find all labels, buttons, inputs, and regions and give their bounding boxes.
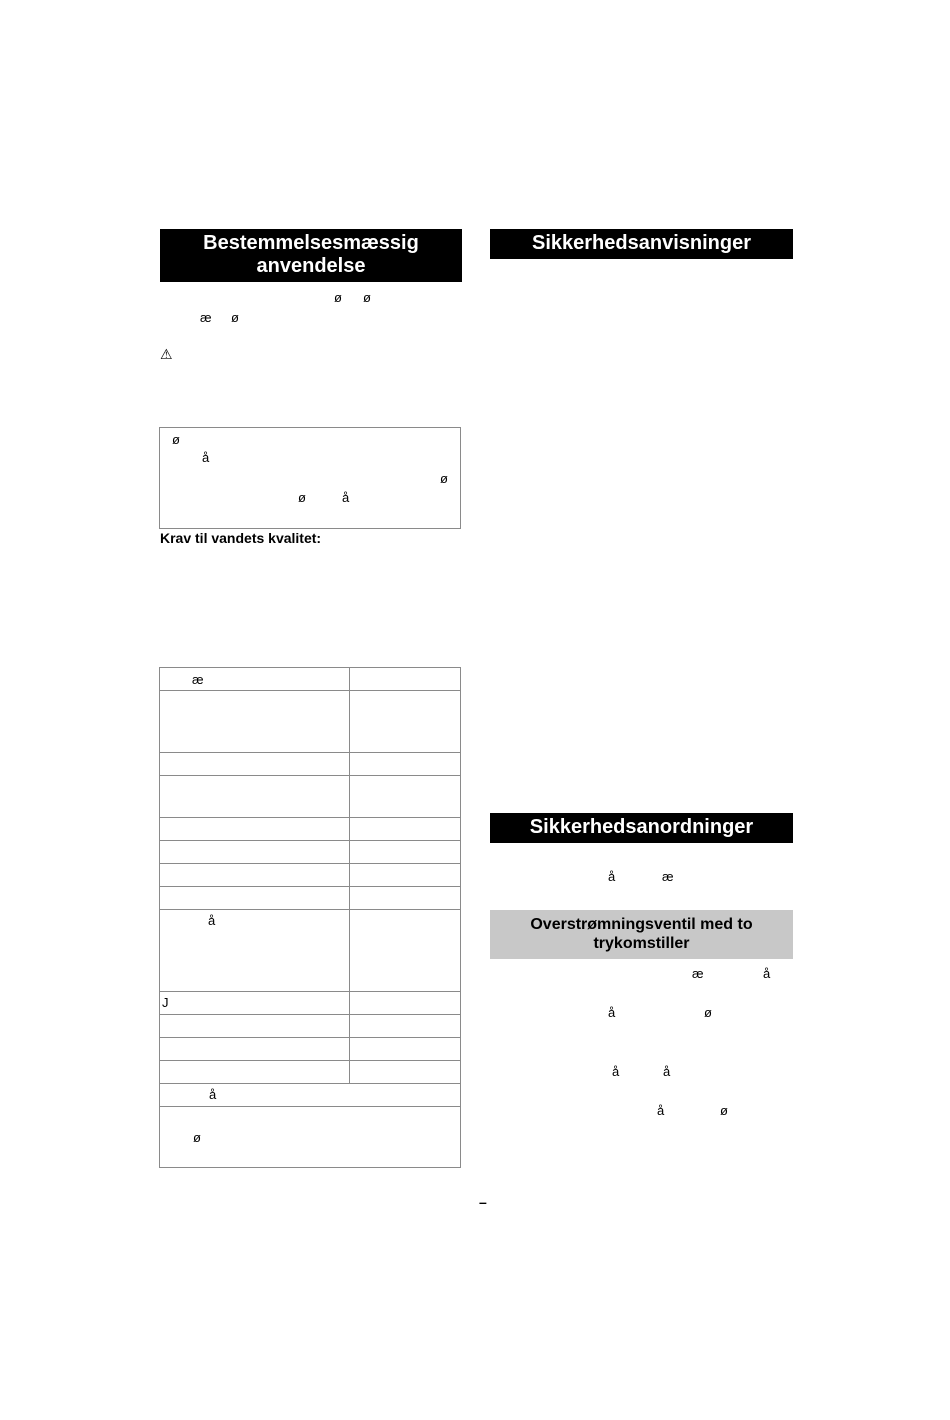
table-cell: ø xyxy=(193,1130,201,1145)
text-glyph: ø xyxy=(363,290,371,305)
text-glyph: å xyxy=(342,490,350,505)
text-glyph: å xyxy=(202,450,210,465)
table-row-divider xyxy=(160,886,460,887)
table-row-divider xyxy=(160,863,460,864)
table-row-divider xyxy=(160,991,460,992)
heading-line-1: Bestemmelsesmæssig xyxy=(203,232,419,254)
table-column-divider xyxy=(349,668,350,1083)
page-number: – xyxy=(479,1194,487,1210)
section-heading-safety-instructions: Sikkerhedsanvisninger xyxy=(490,229,793,259)
text-glyph: ø xyxy=(720,1103,728,1118)
table-cell: å xyxy=(209,1087,217,1102)
table-row-divider xyxy=(160,690,460,691)
text-glyph: å xyxy=(608,1005,616,1020)
table-row-divider xyxy=(160,1037,460,1038)
text-glyph: ø xyxy=(704,1005,712,1020)
section-heading-intended-use xyxy=(160,229,462,282)
section-heading-safety-devices: Sikkerhedsanordninger xyxy=(490,813,793,843)
text-glyph: æ xyxy=(662,869,674,884)
water-quality-title: Krav til vandets kvalitet: xyxy=(160,530,322,546)
text-glyph: å xyxy=(612,1064,620,1079)
table-cell: æ xyxy=(192,672,204,687)
water-quality-table xyxy=(159,667,461,1168)
text-glyph: ø xyxy=(172,432,180,447)
subheading-line-2: trykomstiller xyxy=(593,935,690,952)
table-row-divider xyxy=(160,1083,460,1084)
table-row-divider xyxy=(160,1060,460,1061)
text-glyph: ø xyxy=(334,290,342,305)
text-glyph: å xyxy=(763,966,771,981)
notice-box xyxy=(159,427,461,529)
warning-icon: ⚠ xyxy=(160,346,173,362)
text-glyph: ø xyxy=(231,310,239,325)
text-glyph: å xyxy=(663,1064,671,1079)
subheading-line-1: Overstrømningsventil med to xyxy=(530,916,753,933)
text-glyph: å xyxy=(608,869,616,884)
table-row-divider xyxy=(160,817,460,818)
subheading-overflow-valve xyxy=(490,910,793,959)
table-row-divider xyxy=(160,1014,460,1015)
table-row-divider xyxy=(160,752,460,753)
table-row-divider xyxy=(160,1106,460,1107)
text-glyph: ø xyxy=(440,471,448,486)
table-row-divider xyxy=(160,909,460,910)
table-row-divider xyxy=(160,775,460,776)
table-row-divider xyxy=(160,840,460,841)
text-glyph: ø xyxy=(298,490,306,505)
text-glyph: æ xyxy=(692,966,704,981)
table-cell: å xyxy=(208,913,216,928)
table-cell: J xyxy=(162,995,169,1010)
text-glyph: å xyxy=(657,1103,665,1118)
text-glyph: æ xyxy=(200,310,212,325)
heading-line-2: anvendelse xyxy=(256,255,366,277)
